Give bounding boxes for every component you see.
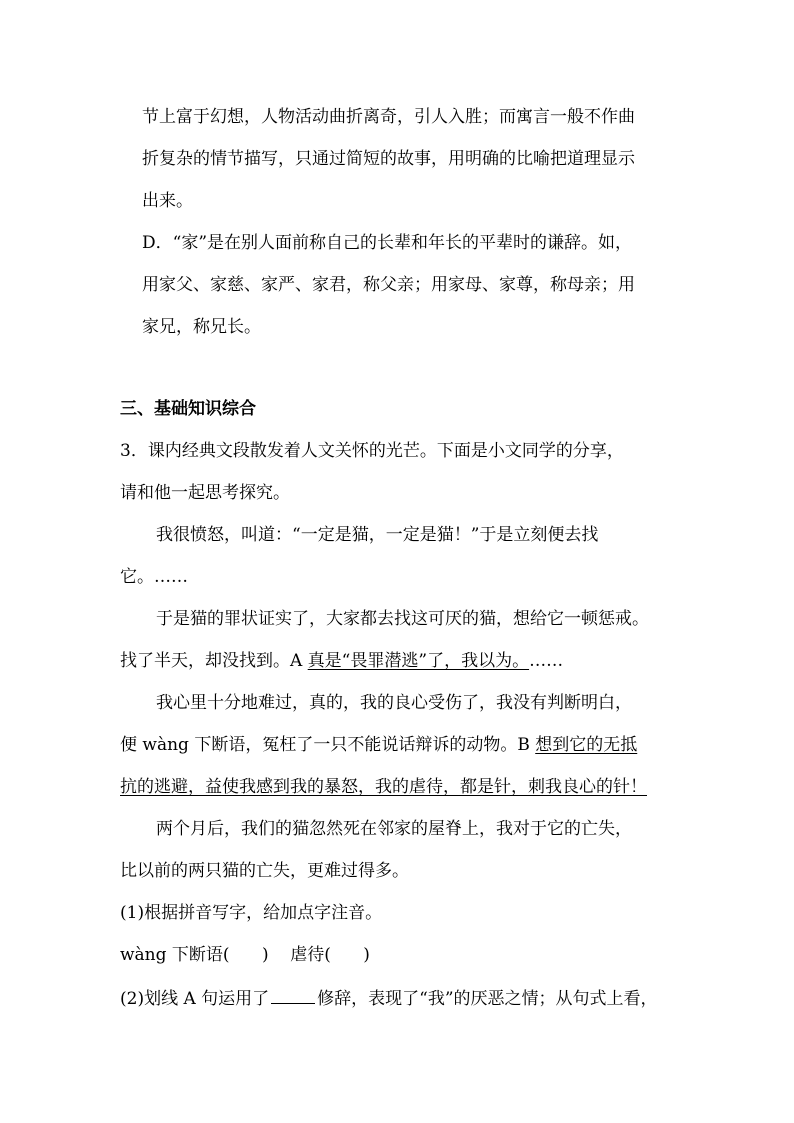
underlined-sentence-b: 抗的逃避，益使我感到我的暴怒，我的虐待，都是针，刺我良心的针！ (120, 777, 647, 797)
passage-line: 于是猫的罪状证实了，大家都去找这可厌的猫，想给它一顿惩戒。 (156, 609, 649, 629)
text-line: 出来。 (142, 191, 193, 211)
passage-text: 找了半天，却没找到。A (120, 651, 308, 671)
option-d-line: D．“家”是在别人面前称自己的长辈和年长的平辈时的谦辞。如， (142, 233, 633, 253)
passage-line: 比以前的两只猫的亡失，更难过得多。 (120, 861, 409, 881)
passage-text: …… (529, 651, 564, 671)
text-line: 家兄，称兄长。 (142, 317, 261, 337)
text-line: 节上富于幻想，人物活动曲折离奇，引人入胜；而寓言一般不作曲 (142, 107, 635, 127)
passage-text: 便 wàng 下断语，冤枉了一只不能说话辩诉的动物。B (120, 735, 536, 755)
sub-question-1: (1)根据拼音写字，给加点字注音。 (120, 903, 383, 923)
answer-blank (271, 986, 315, 1004)
sub-question-1-items: wàng 下断语( ) 虐待( ) (120, 945, 370, 965)
question-3-line: 3．课内经典文段散发着人文关怀的光芒。下面是小文同学的分享， (120, 441, 624, 461)
sub-question-text: 修辞，表现了“我”的厌恶之情；从句式上看， (317, 989, 658, 1009)
underlined-sentence-b: 想到它的无抵 (535, 735, 638, 755)
passage-line: 它。…… (120, 567, 188, 587)
underlined-sentence-a: 真是“畏罪潜逃”了，我以为。 (307, 651, 530, 671)
section-title: 三、基础知识综合 (120, 399, 256, 419)
passage-line: 两个月后，我们的猫忽然死在邻家的屋脊上，我对于它的亡失， (156, 819, 632, 839)
sub-question-2 (120, 986, 658, 1010)
text-line: 折复杂的情节描写，只通过简短的故事，用明确的比喻把道理显示 (142, 149, 635, 169)
passage-line (120, 650, 563, 672)
passage-line: 我很愤怒，叫道：“一定是猫，一定是猫！”于是立刻便去找 (156, 525, 599, 545)
passage-line (120, 734, 637, 756)
question-3-line: 请和他一起思考探究。 (120, 483, 290, 503)
passage-line: 我心里十分地难过，真的，我的良心受伤了，我没有判断明白， (156, 693, 632, 713)
text-line: 用家父、家慈、家严、家君，称父亲；用家母、家尊，称母亲；用 (142, 275, 635, 295)
sub-question-text: (2)划线 A 句运用了 (120, 989, 270, 1009)
passage-line (120, 776, 647, 798)
